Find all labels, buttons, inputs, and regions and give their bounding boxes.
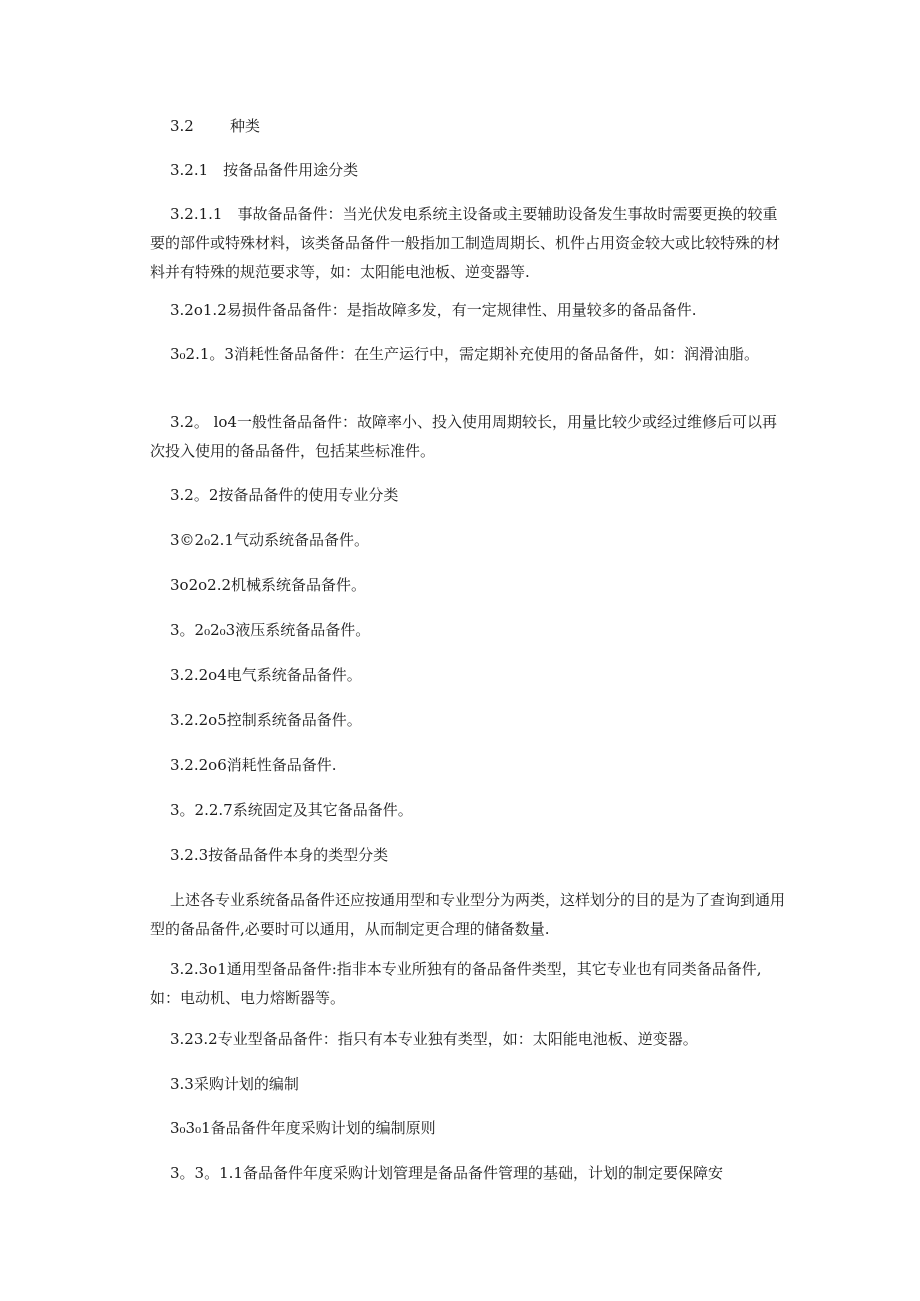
heading-3-3-1: 3₀3₀1备品备件年度采购计划的编制原则 <box>170 1119 436 1137</box>
paragraph-3-2-1-3: 3₀2.1。3消耗性备品备件：在生产运行中，需定期补充使用的备品备件，如：润滑油脂。 <box>170 345 759 363</box>
paragraph-3-2-3-1: 3.2.3o1通用型备品备件:指非本专业所独有的备品备件类型，其它专业也有同类备品备件,如：电动机、电力熔断器等。 <box>150 960 762 1007</box>
paragraph-3-2-2-5: 3.2.2o5控制系统备品备件。 <box>170 711 362 729</box>
paragraph-3-2-2-2: 3o2o2.2机械系统备品备件。 <box>170 576 367 594</box>
paragraph-3-2-3-intro: 上述各专业系统备品备件还应按通用型和专业型分为两类，这样划分的目的是为了查询到通用型的备品备件,必要时可以通用，从而制定更合理的储备数量. <box>150 891 786 938</box>
paragraph-3-3-1-1: 3。3。1.1备品备件年度采购计划管理是备品备件管理的基础，计划的制定要保障安 <box>170 1164 723 1182</box>
heading-3-2-1: 3.2.1 按备品备件用途分类 <box>170 161 359 179</box>
heading-3-2 <box>150 112 790 141</box>
paragraph-3-2-2-7: 3。2.2.7系统固定及其它备品备件。 <box>170 801 413 819</box>
paragraph-3-2-2-6: 3.2.2o6消耗性备品备件. <box>170 756 337 774</box>
heading-3-3: 3.3采购计划的编制 <box>170 1075 299 1093</box>
heading-3-2-3: 3.2.3按备品备件本身的类型分类 <box>170 846 389 864</box>
paragraph-3-2-1-1: 3.2.1.1 事故备品备件：当光伏发电系统主设备或主要辅助设备发生事故时需要更换的较重要的部件或特殊材料，该类备品备件一般指加工制造周期长、机件占用资金较大或比较特殊的材料并有特殊的规范要求等，如：太阳能电池板、逆变器等. <box>150 205 781 281</box>
paragraph-3-2-1-4: 3.2。 lo4一般性备品备件：故障率小、投入使用周期较长，用量比较少或经过维修后可以再次投入使用的备品备件，包括某些标准件。 <box>150 413 777 460</box>
heading-title: 种类 <box>230 117 261 135</box>
heading-number: 3.2 <box>170 117 194 135</box>
paragraph-3-2-2-4: 3.2.2o4电气系统备品备件。 <box>170 666 362 684</box>
paragraph-3-2-2-3: 3。2₀2₀3液压系统备品备件。 <box>170 621 371 639</box>
paragraph-3-2-2-1: 3©2₀2.1气动系统备品备件。 <box>170 531 369 549</box>
heading-3-2-2: 3.2。2按备品备件的使用专业分类 <box>170 486 399 504</box>
paragraph-3-2-3-2: 3.23.2专业型备品备件：指只有本专业独有类型，如：太阳能电池板、逆变器。 <box>170 1030 698 1048</box>
paragraph-3-2-1-2: 3.2o1.2易损件备品备件：是指故障多发，有一定规律性、用量较多的备品备件. <box>170 301 697 319</box>
